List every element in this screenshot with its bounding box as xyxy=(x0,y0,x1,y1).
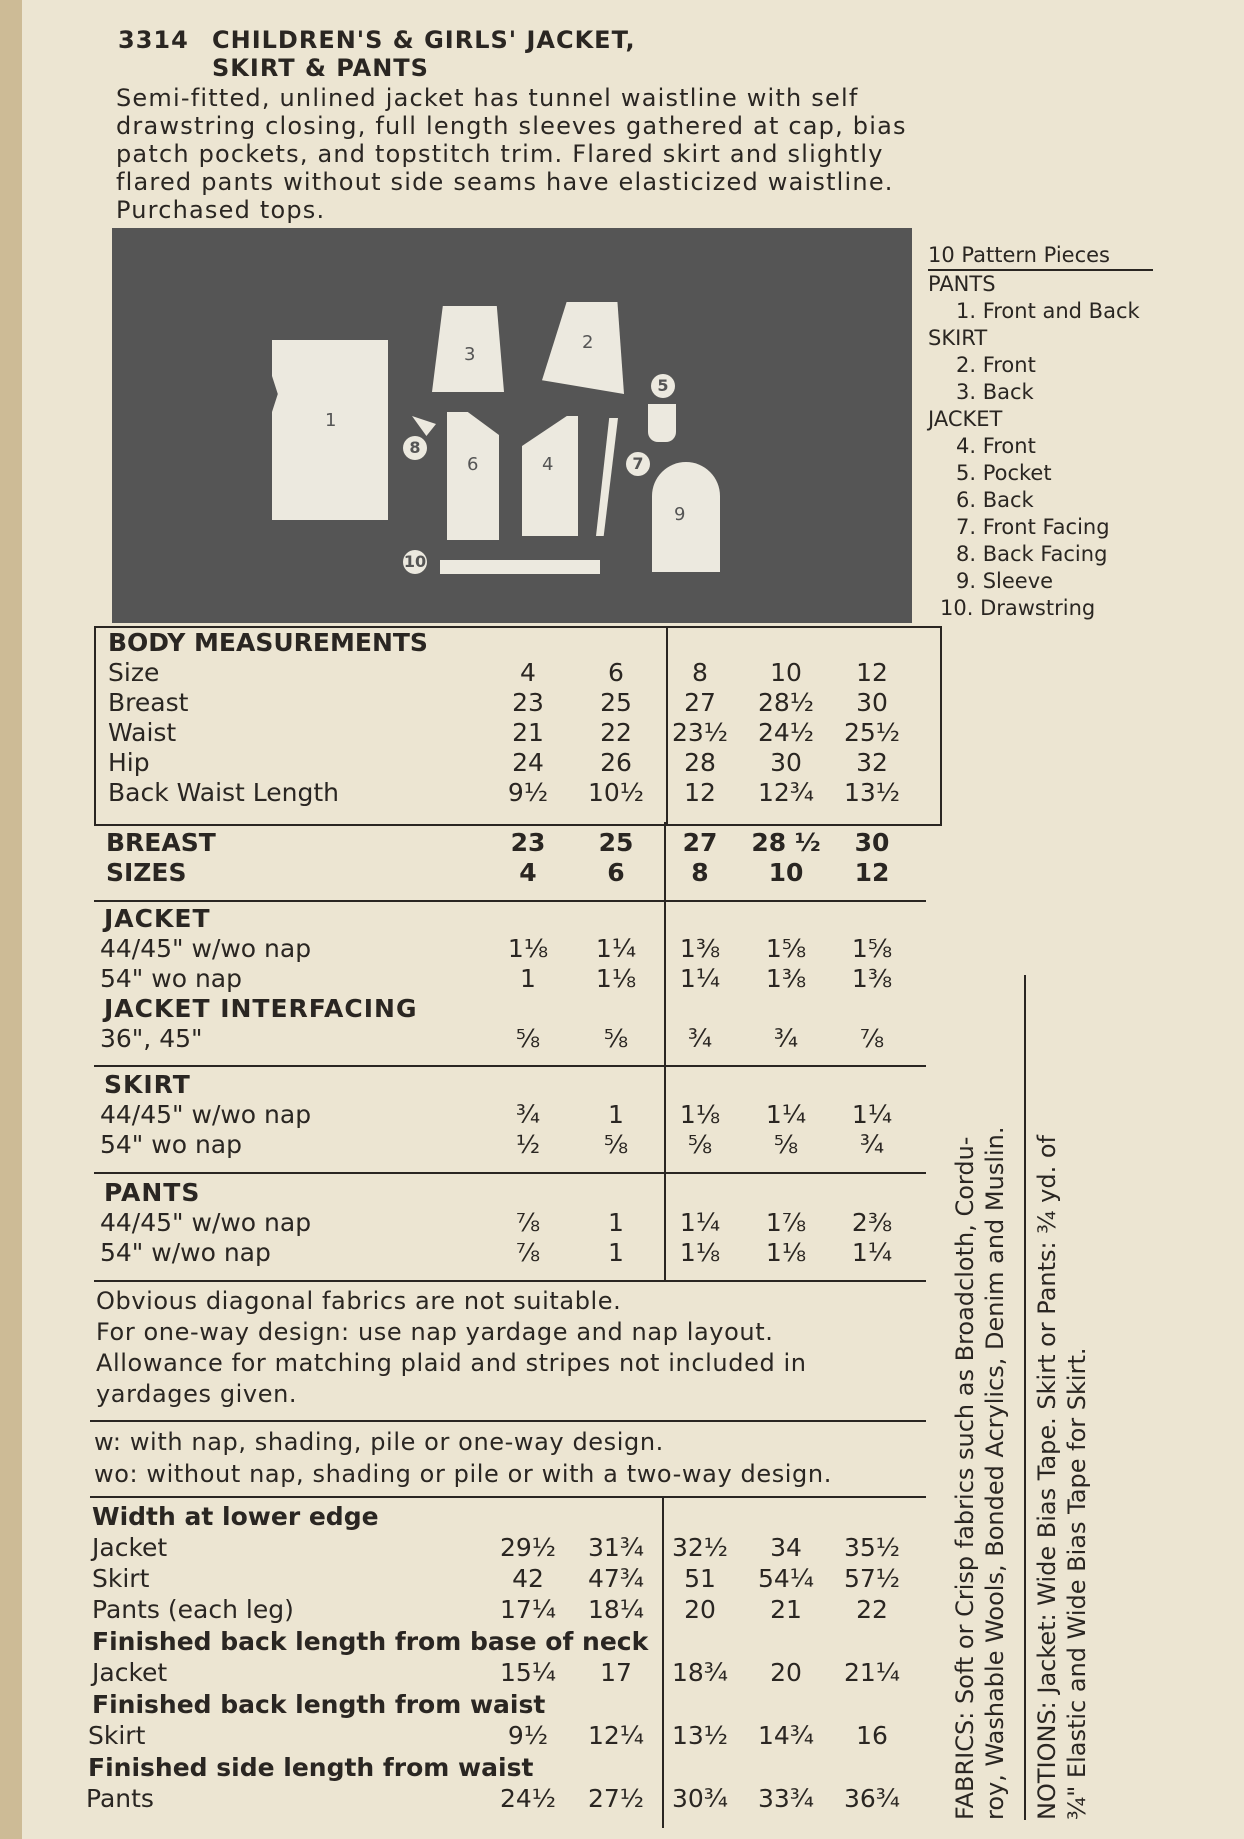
cell-value: 30¾ xyxy=(671,1784,729,1813)
nap-legend xyxy=(94,1426,832,1490)
cell-value: ⅞ xyxy=(515,1238,541,1267)
cell-value: 12¼ xyxy=(587,1721,645,1750)
description-line: Semi-fitted, unlined jacket has tunnel waistline with self xyxy=(116,84,859,112)
section-title: JACKET INTERFACING xyxy=(104,994,418,1023)
piece-label: 1 xyxy=(325,410,337,431)
cell-value: 24½ xyxy=(499,1784,557,1813)
list-item: 6. Back xyxy=(956,488,1034,512)
cell-value: ⅞ xyxy=(859,1024,885,1053)
cell-value: 27 xyxy=(684,688,716,717)
cell-value: 18¼ xyxy=(587,1595,645,1624)
piece-label: 3 xyxy=(464,344,476,365)
legend-line: wo: without nap, shading or pile or with a two-way design. xyxy=(94,1460,832,1488)
group-jacket: JACKET xyxy=(928,407,1003,431)
cell-value: 1¼ xyxy=(851,1100,893,1129)
cell-value: 10 xyxy=(770,658,802,687)
cell-value: 6 xyxy=(608,658,624,687)
piece-label: 9 xyxy=(674,504,686,525)
cell-value: 22 xyxy=(600,718,632,747)
piece-sleeve xyxy=(652,462,720,572)
cell-value: 9½ xyxy=(507,778,549,807)
row-label: Jacket xyxy=(92,1533,168,1562)
piece-drawstring xyxy=(440,560,600,574)
fabrics-line: FABRICS: Soft or Crisp fabrics such as Broadcloth, Cordu- xyxy=(951,1136,979,1820)
cell-value: 20 xyxy=(684,1595,716,1624)
cell-value: ¾ xyxy=(515,1100,541,1129)
list-item: 8. Back Facing xyxy=(956,542,1108,566)
section-title: Width at lower edge xyxy=(92,1502,379,1531)
piece-label: 8 xyxy=(403,436,427,460)
notions-line: ¾" Elastic and Wide Bias Tape for Skirt. xyxy=(1063,1347,1091,1820)
cell-value: 25 xyxy=(600,688,632,717)
cell-value: 22 xyxy=(856,1595,888,1624)
cell-value: 1¼ xyxy=(679,964,721,993)
description-line: patch pockets, and topstitch trim. Flared skirt and slightly xyxy=(116,140,884,168)
cell-value: 24½ xyxy=(757,718,815,747)
vertical-divider xyxy=(1024,975,1026,1820)
cell-value: 47¾ xyxy=(587,1564,645,1593)
row-label: 54" wo nap xyxy=(100,964,242,993)
cell-value: 4 xyxy=(519,858,537,887)
list-item: 4. Front xyxy=(956,434,1036,458)
cell-value: ¾ xyxy=(687,1024,713,1053)
cell-value: 32½ xyxy=(671,1533,729,1562)
cell-value: 30 xyxy=(856,688,888,717)
cell-value: 42 xyxy=(512,1564,544,1593)
list-item: 10. Drawstring xyxy=(940,596,1096,620)
row-label: 44/45" w/wo nap xyxy=(100,1208,312,1237)
row-label: Jacket xyxy=(92,1658,168,1687)
cell-value: ⅝ xyxy=(603,1130,629,1159)
divider xyxy=(90,1496,926,1498)
cell-value: 15¼ xyxy=(499,1658,557,1687)
cell-value: 28 xyxy=(684,748,716,777)
cell-value: 54¼ xyxy=(757,1564,815,1593)
cell-value: 9½ xyxy=(507,1721,549,1750)
section-title: Finished side length from waist xyxy=(88,1753,534,1782)
row-label: Breast xyxy=(108,688,189,717)
cell-value: 23 xyxy=(510,828,546,857)
list-item: 2. Front xyxy=(956,353,1036,377)
cell-value: 24 xyxy=(512,748,544,777)
cell-value: 1¼ xyxy=(679,1208,721,1237)
divider xyxy=(94,900,926,902)
section-title: Finished back length from base of neck xyxy=(92,1627,649,1656)
body-measurements-title: BODY MEASUREMENTS xyxy=(108,628,428,657)
pattern-pieces-title: 10 Pattern Pieces xyxy=(928,242,1153,271)
cell-value: 34 xyxy=(770,1533,802,1562)
piece-front-facing xyxy=(596,418,618,536)
row-label: Skirt xyxy=(88,1721,146,1750)
section-title: JACKET xyxy=(104,904,211,933)
cell-value: 1⅜ xyxy=(679,934,721,963)
cell-value: 10 xyxy=(768,858,804,887)
divider xyxy=(94,1172,926,1174)
row-label: Waist xyxy=(108,718,177,747)
cell-value: 25 xyxy=(598,828,634,857)
cell-value: ¾ xyxy=(773,1024,799,1053)
cell-value: ¾ xyxy=(859,1130,885,1159)
cell-value: 13½ xyxy=(843,778,901,807)
cell-value: 25½ xyxy=(843,718,901,747)
notions-line: NOTIONS: Jacket: Wide Bias Tape. Skirt or Pants: ¾ yd. of xyxy=(1033,1135,1061,1820)
piece-jacket-back xyxy=(447,412,499,540)
cell-value: 1 xyxy=(608,1238,624,1267)
cell-value: 28½ xyxy=(757,688,815,717)
list-item: 3. Back xyxy=(956,380,1034,404)
row-label: Pants xyxy=(86,1784,154,1813)
pattern-number: 3314 xyxy=(118,26,189,54)
note-line: For one-way design: use nap yardage and nap layout. xyxy=(96,1318,774,1346)
piece-jacket-front xyxy=(522,416,578,536)
divider xyxy=(94,1280,926,1282)
row-label: SIZES xyxy=(106,858,187,887)
cell-value: 10½ xyxy=(587,778,645,807)
piece-label: 5 xyxy=(651,374,675,398)
row-label: Skirt xyxy=(92,1564,150,1593)
piece-pocket xyxy=(648,404,676,442)
description-line: Purchased tops. xyxy=(116,196,326,224)
cell-value: 13½ xyxy=(671,1721,729,1750)
cell-value: 27 xyxy=(682,828,718,857)
cell-value: 1⅜ xyxy=(851,964,893,993)
row-label: 54" w/wo nap xyxy=(100,1238,271,1267)
description-line: drawstring closing, full length sleeves gathered at cap, bias xyxy=(116,112,907,140)
notes xyxy=(96,1286,807,1410)
cell-value: 8 xyxy=(691,858,709,887)
pattern-title-line2: SKIRT & PANTS xyxy=(212,54,429,82)
cell-value: 1⅛ xyxy=(507,934,549,963)
note-line: Obvious diagonal fabrics are not suitable. xyxy=(96,1287,622,1315)
fabrics-text xyxy=(950,1060,1010,1820)
section-title: Finished back length from waist xyxy=(92,1690,546,1719)
cell-value: 30 xyxy=(770,748,802,777)
cell-value: 1¼ xyxy=(595,934,637,963)
cell-value: 1⅞ xyxy=(765,1208,807,1237)
cell-value: 31¾ xyxy=(587,1533,645,1562)
cell-value: 1⅝ xyxy=(765,934,807,963)
cell-value: 12 xyxy=(684,778,716,807)
cell-value: 21¼ xyxy=(843,1658,901,1687)
cell-value: 18¾ xyxy=(671,1658,729,1687)
section-title: PANTS xyxy=(104,1178,201,1207)
piece-label: 10 xyxy=(403,550,427,574)
cell-value: 26 xyxy=(600,748,632,777)
cell-value: 12 xyxy=(854,858,890,887)
cell-value: 17¼ xyxy=(499,1595,557,1624)
piece-label: 2 xyxy=(582,332,594,353)
cell-value: 30 xyxy=(854,828,890,857)
cell-value: 32 xyxy=(856,748,888,777)
row-label: Hip xyxy=(108,748,150,777)
cell-value: ⅝ xyxy=(515,1024,541,1053)
piece-label: 7 xyxy=(626,452,650,476)
row-label: 54" wo nap xyxy=(100,1130,242,1159)
group-skirt: SKIRT xyxy=(928,326,988,350)
cell-value: 57½ xyxy=(843,1564,901,1593)
cell-value: 35½ xyxy=(843,1533,901,1562)
row-label: 36", 45" xyxy=(100,1024,203,1053)
cell-value: ⅝ xyxy=(603,1024,629,1053)
cell-value: 33¾ xyxy=(757,1784,815,1813)
cell-value: ½ xyxy=(515,1130,541,1159)
pattern-pieces-list xyxy=(928,242,1153,622)
row-label: BREAST xyxy=(106,828,216,857)
cell-value: 27½ xyxy=(587,1784,645,1813)
cell-value: 28 ½ xyxy=(751,828,821,857)
cell-value: 1 xyxy=(520,964,536,993)
description xyxy=(116,84,907,224)
piece-back-facing xyxy=(412,416,436,436)
cell-value: 21 xyxy=(770,1595,802,1624)
cell-value: 23½ xyxy=(671,718,729,747)
divider xyxy=(90,1420,926,1422)
cell-value: 17 xyxy=(600,1658,632,1687)
cell-value: 1¼ xyxy=(765,1100,807,1129)
cell-value: 2⅜ xyxy=(851,1208,893,1237)
row-label: Pants (each leg) xyxy=(92,1595,294,1624)
divider xyxy=(94,1065,926,1067)
cell-value: 29½ xyxy=(499,1533,557,1562)
cell-value: 16 xyxy=(856,1721,888,1750)
envelope-edge xyxy=(0,0,22,1839)
cell-value: 1⅛ xyxy=(679,1238,721,1267)
cell-value: 1⅜ xyxy=(765,964,807,993)
cell-value: 20 xyxy=(770,1658,802,1687)
note-line: Allowance for matching plaid and stripes not included in xyxy=(96,1349,807,1377)
cell-value: 14¾ xyxy=(757,1721,815,1750)
cell-value: 1¼ xyxy=(851,1238,893,1267)
cell-value: 21 xyxy=(512,718,544,747)
cell-value: ⅝ xyxy=(687,1130,713,1159)
row-label: Size xyxy=(108,658,160,687)
cell-value: 1⅝ xyxy=(851,934,893,963)
cell-value: 1⅛ xyxy=(679,1100,721,1129)
list-item: 9. Sleeve xyxy=(956,569,1054,593)
cell-value: 1⅛ xyxy=(765,1238,807,1267)
cell-value: ⅞ xyxy=(515,1208,541,1237)
cell-value: 23 xyxy=(512,688,544,717)
section-title: SKIRT xyxy=(104,1070,191,1099)
group-pants: PANTS xyxy=(928,272,996,296)
piece-label: 4 xyxy=(542,454,554,475)
list-item: 5. Pocket xyxy=(956,461,1052,485)
fabrics-line: roy, Washable Wools, Bonded Acrylics, Denim and Muslin. xyxy=(981,1126,1009,1820)
cell-value: 1 xyxy=(608,1100,624,1129)
cell-value: 1⅛ xyxy=(595,964,637,993)
cell-value: ⅝ xyxy=(773,1130,799,1159)
list-item: 7. Front Facing xyxy=(956,515,1110,539)
pattern-title-line1: CHILDREN'S & GIRLS' JACKET, xyxy=(212,26,636,54)
cell-value: 8 xyxy=(692,658,708,687)
row-label: 44/45" w/wo nap xyxy=(100,934,312,963)
cell-value: 4 xyxy=(520,658,536,687)
cell-value: 12 xyxy=(856,658,888,687)
notions-text xyxy=(1032,960,1092,1820)
cell-value: 36¾ xyxy=(843,1784,901,1813)
description-line: flared pants without side seams have elasticized waistline. xyxy=(116,168,894,196)
list-item: 1. Front and Back xyxy=(956,299,1140,323)
piece-label: 6 xyxy=(467,454,479,475)
row-label: Back Waist Length xyxy=(108,778,340,807)
row-label: 44/45" w/wo nap xyxy=(100,1100,312,1129)
note-line: yardages given. xyxy=(96,1380,298,1408)
cell-value: 51 xyxy=(684,1564,716,1593)
cell-value: 6 xyxy=(607,858,625,887)
pattern-pieces-diagram xyxy=(112,228,912,623)
cell-value: 1 xyxy=(608,1208,624,1237)
legend-line: w: with nap, shading, pile or one-way design. xyxy=(94,1428,664,1456)
cell-value: 12¾ xyxy=(757,778,815,807)
